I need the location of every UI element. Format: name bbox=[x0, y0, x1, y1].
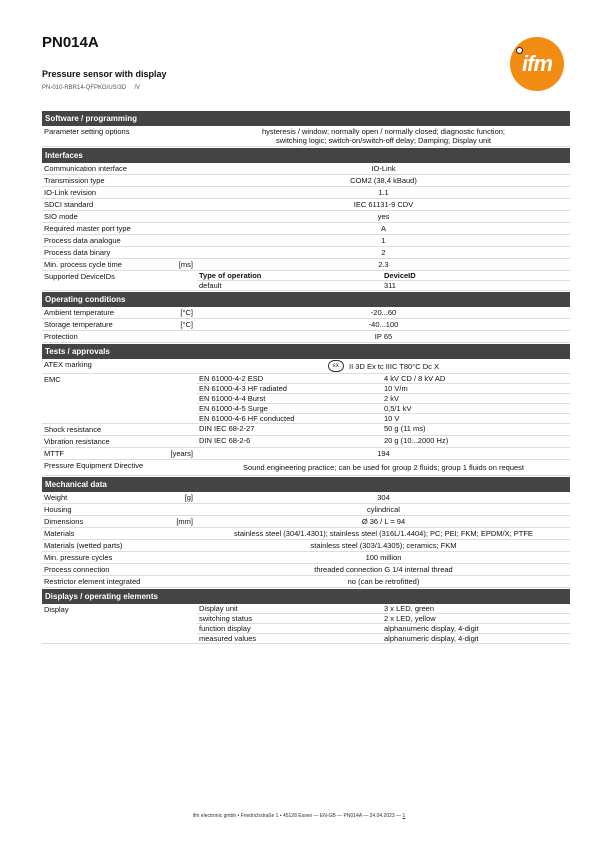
row-label: Transmission type bbox=[44, 176, 105, 185]
row-value: 304 bbox=[377, 493, 390, 502]
row-value: 1.1 bbox=[378, 188, 389, 197]
row-label: Materials bbox=[44, 529, 75, 538]
section-heading-interfaces: Interfaces bbox=[42, 148, 570, 163]
row-value: stainless steel (303/1.4305); ceramics; FKM bbox=[310, 541, 457, 550]
row-label: Materials (wetted parts) bbox=[44, 541, 123, 550]
row-label: Vibration resistance bbox=[44, 437, 110, 446]
row-value: εx II 3D Ex tc IIIC T80°C Dc X bbox=[197, 359, 570, 373]
row-value: Sound engineering practice; can be used for group 2 fluids; group 1 fluids on request bbox=[242, 463, 525, 472]
datasheet-table bbox=[42, 110, 570, 644]
table-row bbox=[42, 504, 570, 516]
device-ids-row: default 311 bbox=[199, 281, 396, 290]
row-label: SIO mode bbox=[44, 212, 78, 221]
row-value: COM2 (38,4 kBaud) bbox=[350, 176, 417, 185]
logo-dot-icon bbox=[516, 47, 523, 54]
row-value: 1 bbox=[381, 236, 386, 245]
row-label: Shock resistance bbox=[44, 425, 102, 434]
row-label: Storage temperature [°C] bbox=[44, 320, 193, 329]
table-row bbox=[42, 235, 570, 247]
row-label: Min. pressure cycles bbox=[44, 553, 113, 562]
row-value: no (can be retrofitted) bbox=[347, 577, 420, 586]
row-label: EMC bbox=[44, 375, 61, 384]
row-unit: [mm] bbox=[176, 517, 193, 526]
row-label: Supported DeviceIDs bbox=[44, 272, 115, 281]
row-label: Dimensions [mm] bbox=[44, 517, 193, 526]
page-title: PN014A bbox=[42, 34, 99, 51]
table-row bbox=[42, 211, 570, 223]
product-code: PN-010-RBR14-QFPKG/US/3D /V bbox=[42, 85, 141, 91]
row-value: 194 bbox=[377, 449, 390, 458]
row-value: hysteresis / window; normally open / normally closed; diagnostic function; switching logic; switch-on/switch-off delay; Damping; Display unit bbox=[261, 127, 506, 145]
row-value: cylindrical bbox=[367, 505, 400, 514]
row-value: yes bbox=[377, 212, 390, 221]
row-value: A bbox=[380, 224, 386, 233]
display-row: function display alphanumeric display, 4-digit bbox=[197, 624, 570, 634]
table-row bbox=[42, 492, 570, 504]
table-row bbox=[42, 126, 570, 147]
device-ids-header: Type of operation DeviceID bbox=[197, 271, 570, 281]
row-label: ATEX marking bbox=[44, 360, 92, 369]
row-label: Required master port type bbox=[44, 224, 131, 233]
row-label: Protection bbox=[44, 332, 78, 341]
row-value: -40...100 bbox=[368, 320, 399, 329]
row-value: IEC 61131-9 CDV bbox=[353, 200, 414, 209]
emc-row: EN 61000-4-3 HF radiated 10 V/m bbox=[197, 384, 570, 394]
table-row: Shock resistance DIN IEC 68-2-27 50 g (11 ms) bbox=[42, 424, 570, 436]
display-row: measured values alphanumeric display, 4-digit bbox=[199, 634, 479, 643]
section-heading-tests: Tests / approvals bbox=[42, 344, 570, 359]
table-row bbox=[42, 331, 570, 343]
table-row bbox=[42, 516, 570, 528]
emc-row: EN 61000-4-2 ESD 4 kV CD / 8 kV AD bbox=[197, 374, 570, 384]
display-table bbox=[197, 604, 570, 643]
table-row bbox=[42, 223, 570, 235]
row-label: Min. process cycle time [ms] bbox=[44, 260, 193, 269]
row-label: Ambient temperature [°C] bbox=[44, 308, 193, 317]
row-value: IO-Link bbox=[371, 164, 396, 173]
table-row bbox=[42, 374, 570, 424]
row-value: threaded connection G 1/4 internal thread bbox=[314, 565, 453, 574]
row-value: 100 million bbox=[365, 553, 402, 562]
table-row: Vibration resistance DIN IEC 68-2-6 20 g (10...2000 Hz) bbox=[42, 436, 570, 448]
row-unit: [°C] bbox=[180, 308, 193, 317]
section-heading-displays: Displays / operating elements bbox=[42, 589, 570, 604]
row-label: Process data binary bbox=[44, 248, 111, 257]
product-subtitle: Pressure sensor with display bbox=[42, 69, 167, 79]
row-value: 2 bbox=[381, 248, 386, 257]
row-label: Weight [g] bbox=[44, 493, 193, 502]
emc-row: EN 61000-4-4 Burst 2 kV bbox=[197, 394, 570, 404]
table-row bbox=[42, 528, 570, 540]
table-row bbox=[42, 319, 570, 331]
row-unit: [ms] bbox=[178, 260, 193, 269]
emc-table bbox=[197, 374, 570, 423]
row-label: MTTF [years] bbox=[44, 449, 193, 458]
table-row bbox=[42, 576, 570, 588]
section-heading-mechanical: Mechanical data bbox=[42, 477, 570, 492]
row-label: SDCI standard bbox=[44, 200, 94, 209]
row-value: 2.3 bbox=[378, 260, 389, 269]
row-label: Display bbox=[44, 605, 69, 614]
table-row bbox=[42, 247, 570, 259]
row-label: Restrictor element integrated bbox=[44, 577, 141, 586]
table-row bbox=[42, 564, 570, 576]
row-value: Ø 36 / L = 94 bbox=[361, 517, 406, 526]
row-value: stainless steel (304/1.4301); stainless steel (316L/1.4404); PC; PEI; FKM; EPDM/X; PTFE bbox=[234, 529, 533, 538]
table-row bbox=[42, 552, 570, 564]
row-unit: [°C] bbox=[180, 320, 193, 329]
table-row bbox=[42, 163, 570, 175]
row-label: IO-Link revision bbox=[44, 188, 97, 197]
table-row bbox=[42, 271, 570, 291]
atex-ex-icon: εx bbox=[328, 360, 344, 372]
row-label: Communication interface bbox=[44, 164, 127, 173]
device-ids-table bbox=[197, 271, 570, 290]
emc-row: EN 61000-4-5 Surge 0,5/1 kV bbox=[197, 404, 570, 414]
display-row: Display unit 3 x LED, green bbox=[197, 604, 570, 614]
row-label: Process connection bbox=[44, 565, 110, 574]
footer: ifm electronic gmbh • Friedrichstraße 1 • 45128 Essen — EN-GB — PN014A — 24.04.2023 — 1 bbox=[192, 813, 406, 819]
table-row bbox=[42, 359, 570, 374]
row-value: IP 65 bbox=[374, 332, 393, 341]
section-heading-software: Software / programming bbox=[42, 111, 570, 126]
row-label: Pressure Equipment Directive bbox=[44, 461, 144, 470]
logo-text: ifm bbox=[522, 51, 552, 76]
row-label: Process data analogue bbox=[44, 236, 121, 245]
table-row bbox=[42, 448, 570, 460]
row-unit: [g] bbox=[184, 493, 193, 502]
table-row bbox=[42, 187, 570, 199]
page-number-link[interactable]: 1 bbox=[402, 813, 406, 819]
table-row bbox=[42, 604, 570, 644]
emc-row: EN 61000-4-6 HF conducted 10 V bbox=[199, 414, 400, 423]
table-row bbox=[42, 460, 570, 476]
display-row: switching status 2 x LED, yellow bbox=[197, 614, 570, 624]
row-label: Housing bbox=[44, 505, 72, 514]
row-value: -20...60 bbox=[370, 308, 397, 317]
row-label: Parameter setting options bbox=[44, 127, 130, 136]
table-row bbox=[42, 540, 570, 552]
section-heading-operating: Operating conditions bbox=[42, 292, 570, 307]
table-row bbox=[42, 199, 570, 211]
table-row bbox=[42, 307, 570, 319]
table-row bbox=[42, 175, 570, 187]
table-row bbox=[42, 259, 570, 271]
ifm-logo bbox=[510, 37, 564, 91]
